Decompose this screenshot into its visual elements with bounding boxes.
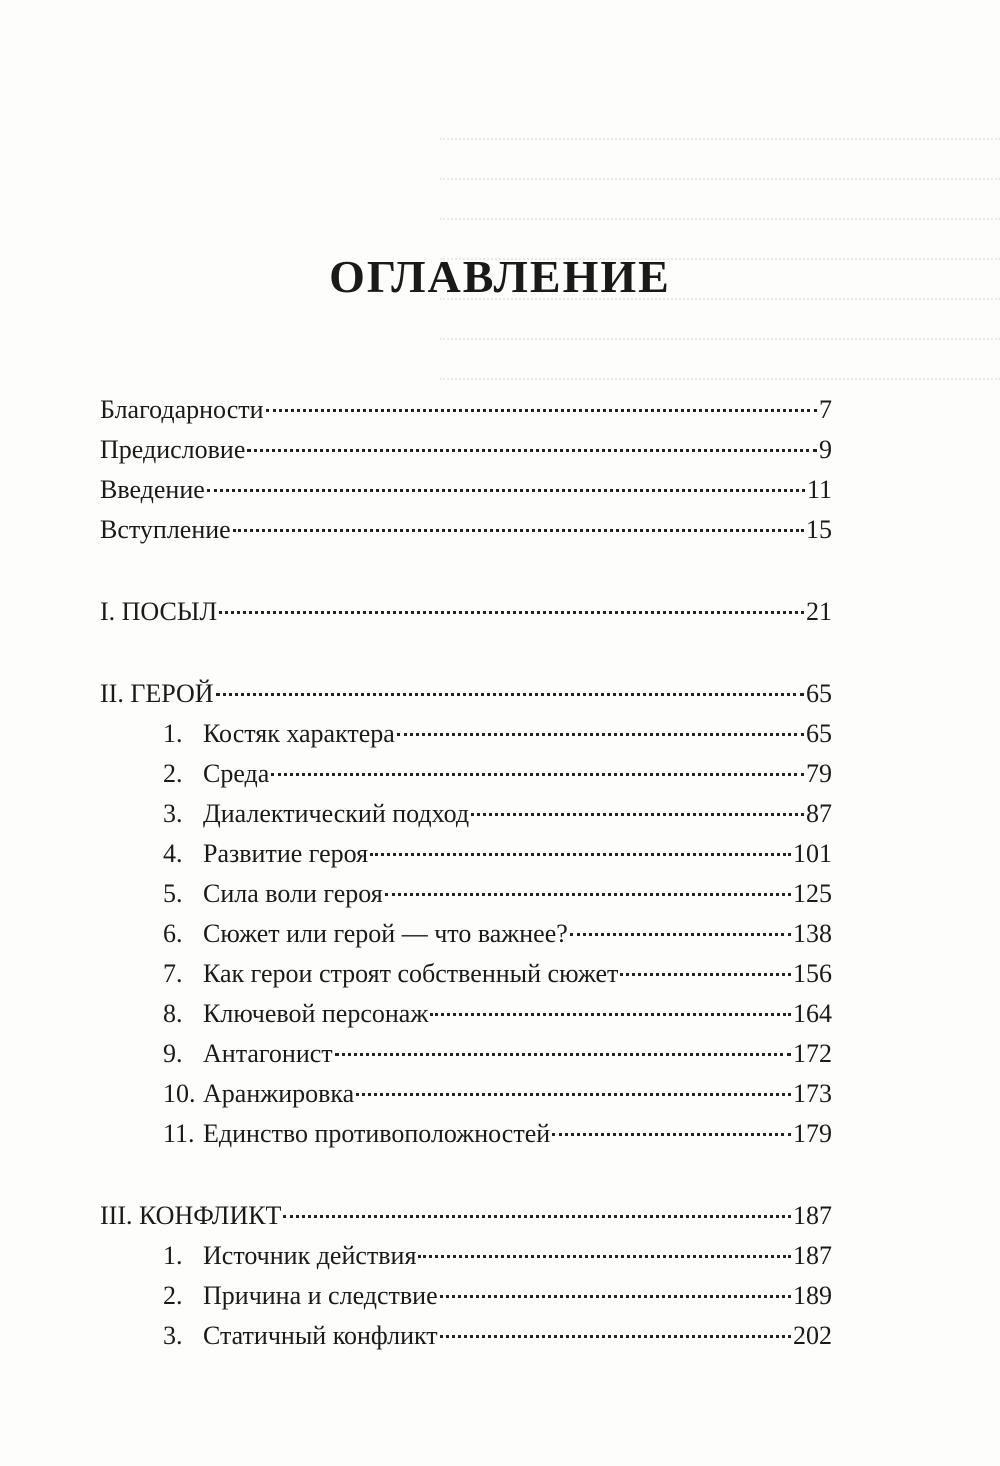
dot-leader [397, 733, 804, 736]
chapter-label: Сюжет или герой — что важнее? [203, 919, 568, 948]
chapter-page: 189 [793, 1281, 832, 1310]
dot-leader [471, 813, 804, 816]
toc-chapter [100, 1114, 832, 1154]
chapter-label: Источник действия [203, 1241, 417, 1270]
chapter-label: Как герои строят собственный сюжет [203, 959, 619, 988]
chapter-page: 87 [806, 799, 832, 828]
entry-label: Вступление [100, 515, 231, 544]
chapter-label: Ключевой персонаж [203, 999, 429, 1028]
chapter-page: 156 [793, 959, 832, 988]
entry-page: 7 [819, 395, 832, 424]
chapter-number: 2. [163, 1281, 183, 1310]
chapter-number: 10. [163, 1079, 196, 1108]
dot-leader [271, 773, 804, 776]
dot-leader [219, 611, 804, 614]
chapter-page: 79 [806, 759, 832, 788]
chapter-label: Диалектический подход [203, 799, 470, 828]
chapter-page: 187 [793, 1241, 832, 1270]
dot-leader [430, 1013, 791, 1016]
chapter-page: 101 [793, 839, 832, 868]
entry-page: 11 [806, 475, 832, 504]
chapter-number: 8. [163, 999, 183, 1028]
toc-chapter [100, 1276, 832, 1316]
dot-leader [207, 489, 805, 492]
chapter-number: 3. [163, 1321, 183, 1350]
chapter-label: Статичный конфликт [203, 1321, 438, 1350]
chapter-number: 11. [163, 1119, 195, 1148]
chapter-label: Развитие героя [203, 839, 369, 868]
toc-chapter [100, 754, 832, 794]
dot-leader [620, 973, 791, 976]
chapter-number: 3. [163, 799, 183, 828]
toc-entry [100, 390, 832, 430]
chapter-number: 9. [163, 1039, 183, 1068]
toc-chapter [100, 914, 832, 954]
entry-label: Предисловие [100, 435, 246, 464]
toc-entry [100, 510, 832, 550]
toc-chapter [100, 874, 832, 914]
chapter-page: 202 [793, 1321, 832, 1350]
bleed-through-text [440, 100, 1000, 380]
chapter-number: 6. [163, 919, 183, 948]
chapter-label: Причина и следствие [203, 1281, 438, 1310]
dot-leader [418, 1255, 791, 1258]
toc-part-heading [100, 1196, 832, 1236]
dot-leader [385, 893, 791, 896]
chapter-label: Антагонист [203, 1039, 333, 1068]
chapter-page: 125 [793, 879, 832, 908]
toc-chapter [100, 1074, 832, 1114]
toc-chapter [100, 1034, 832, 1074]
page-title: ОГЛАВЛЕНИЕ [329, 251, 671, 302]
dot-leader [233, 529, 804, 532]
toc-part-heading [100, 674, 832, 714]
dot-leader [552, 1133, 791, 1136]
entry-label: Благодарности [100, 395, 264, 424]
toc-chapter [100, 994, 832, 1034]
entry-page: 9 [819, 435, 832, 464]
toc-entry [100, 430, 832, 470]
chapter-number: 4. [163, 839, 183, 868]
part-label: III. КОНФЛИКТ [100, 1201, 282, 1230]
chapter-label: Костяк характера [203, 719, 395, 748]
chapter-number: 2. [163, 759, 183, 788]
chapter-page: 172 [793, 1039, 832, 1068]
part-label: II. ГЕРОЙ [100, 679, 214, 708]
entry-label: Введение [100, 475, 205, 504]
dot-leader [440, 1335, 791, 1338]
chapter-number: 5. [163, 879, 183, 908]
toc-entry [100, 470, 832, 510]
chapter-page: 173 [793, 1079, 832, 1108]
part-label: I. ПОСЫЛ [100, 597, 218, 626]
part-page: 21 [806, 597, 832, 626]
chapter-label: Единство противоположностей [203, 1119, 551, 1148]
chapter-page: 65 [806, 719, 832, 748]
table-of-contents [100, 390, 832, 1356]
chapter-page: 138 [793, 919, 832, 948]
chapter-label: Сила воли героя [203, 879, 383, 908]
part-page: 187 [793, 1201, 832, 1230]
chapter-label: Аранжировка [203, 1079, 355, 1108]
toc-chapter [100, 794, 832, 834]
dot-leader [356, 1093, 791, 1096]
chapter-page: 164 [793, 999, 832, 1028]
dot-leader [283, 1215, 791, 1218]
toc-chapter [100, 954, 832, 994]
dot-leader [370, 853, 791, 856]
entry-page: 15 [806, 515, 832, 544]
dot-leader [216, 693, 804, 696]
chapter-label: Среда [203, 759, 270, 788]
dot-leader [266, 409, 817, 412]
toc-chapter [100, 714, 832, 754]
toc-chapter [100, 1236, 832, 1276]
toc-chapter [100, 1316, 832, 1356]
chapter-number: 1. [163, 1241, 183, 1270]
dot-leader [570, 933, 791, 936]
toc-chapter [100, 834, 832, 874]
dot-leader [335, 1053, 791, 1056]
chapter-number: 7. [163, 959, 183, 988]
chapter-page: 179 [793, 1119, 832, 1148]
toc-part-heading [100, 592, 832, 632]
dot-leader [440, 1295, 791, 1298]
part-page: 65 [806, 679, 832, 708]
chapter-number: 1. [163, 719, 183, 748]
dot-leader [247, 449, 817, 452]
